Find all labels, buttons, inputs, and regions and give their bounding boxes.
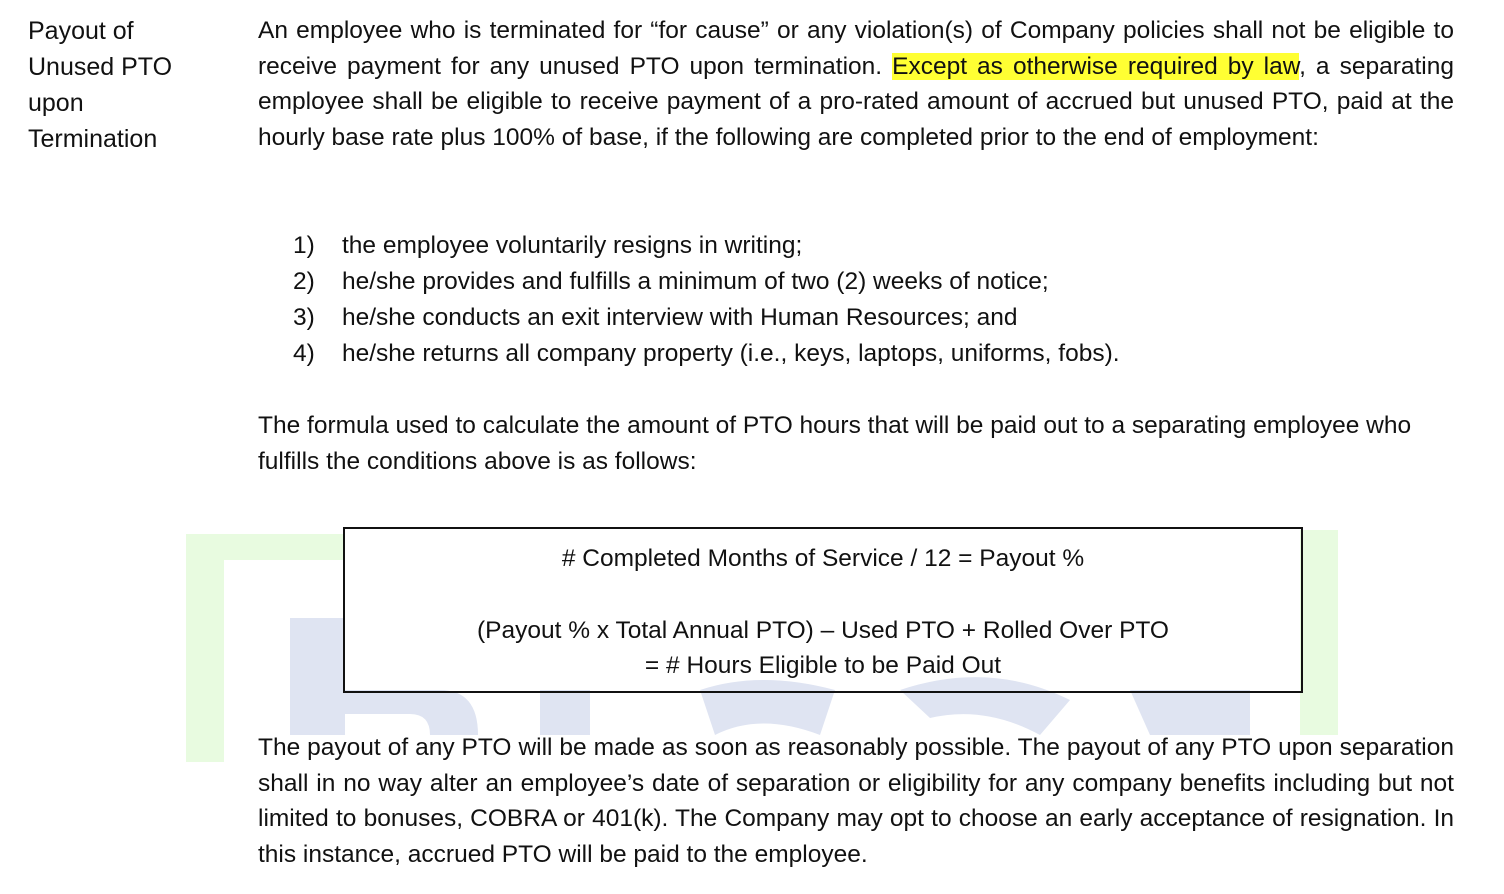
intro-text-continued: , a separating employee shall be eligible to receive payment of a pro-rated amount of accrued but unused PTO, paid at the hourly base rate plus 100% of base, if the following are completed prior to the end of employment: — [258, 52, 1454, 151]
section-heading-line: upon — [28, 89, 84, 117]
section-heading-line: Termination — [28, 125, 158, 153]
section-heading-line: Unused PTO — [28, 53, 173, 81]
list-number: 2) — [293, 268, 315, 295]
list-item — [293, 228, 1120, 264]
list-number: 1) — [293, 232, 315, 259]
list-text: the employee voluntarily resigns in writing; — [342, 232, 803, 259]
closing-paragraph: The payout of any PTO will be made as soon as reasonably possible. The payout of any PTO upon separation shall in no way alter an employee’s date of separation or eligibility for any company benefits including but not limited to bonuses, COBRA or 401(k). The Company may opt to choose an early acceptance of resignation. In this instance, accrued PTO will be paid to the employee. — [258, 734, 1454, 868]
formula-line-2: (Payout % x Total Annual PTO) – Used PTO + Rolled Over PTO — [477, 617, 1169, 644]
formula-box — [343, 527, 1303, 693]
intro-text: An employee who is terminated for “for cause” or any violation(s) of Company policies shall not be eligible to receive payment for any unused PTO upon termination. — [258, 17, 1454, 80]
section-heading-line: Payout of — [28, 17, 134, 45]
formula-intro-paragraph: The formula used to calculate the amount of PTO hours that will be paid out to a separating employee who fulfills the conditions above is as follows: — [258, 412, 1412, 475]
conditions-list — [293, 228, 1120, 372]
section-heading — [28, 13, 228, 157]
formula-line-1: # Completed Months of Service / 12 = Payout % — [561, 545, 1085, 572]
intro-paragraph — [258, 13, 1454, 191]
policy-body — [258, 13, 1454, 191]
list-text: he/she returns all company property (i.e., keys, laptops, uniforms, fobs). — [342, 340, 1120, 367]
highlighted-text: Except as otherwise required by law — [892, 52, 1300, 80]
list-text: he/she conducts an exit interview with Human Resources; and — [342, 304, 1018, 331]
list-text: he/she provides and fulfills a minimum of two (2) weeks of notice; — [342, 268, 1049, 295]
list-number: 4) — [293, 340, 315, 367]
formula-line-3: = # Hours Eligible to be Paid Out — [644, 652, 1002, 679]
list-item — [293, 300, 1120, 336]
list-item — [293, 336, 1120, 372]
list-number: 3) — [293, 304, 315, 331]
list-item — [293, 264, 1120, 300]
